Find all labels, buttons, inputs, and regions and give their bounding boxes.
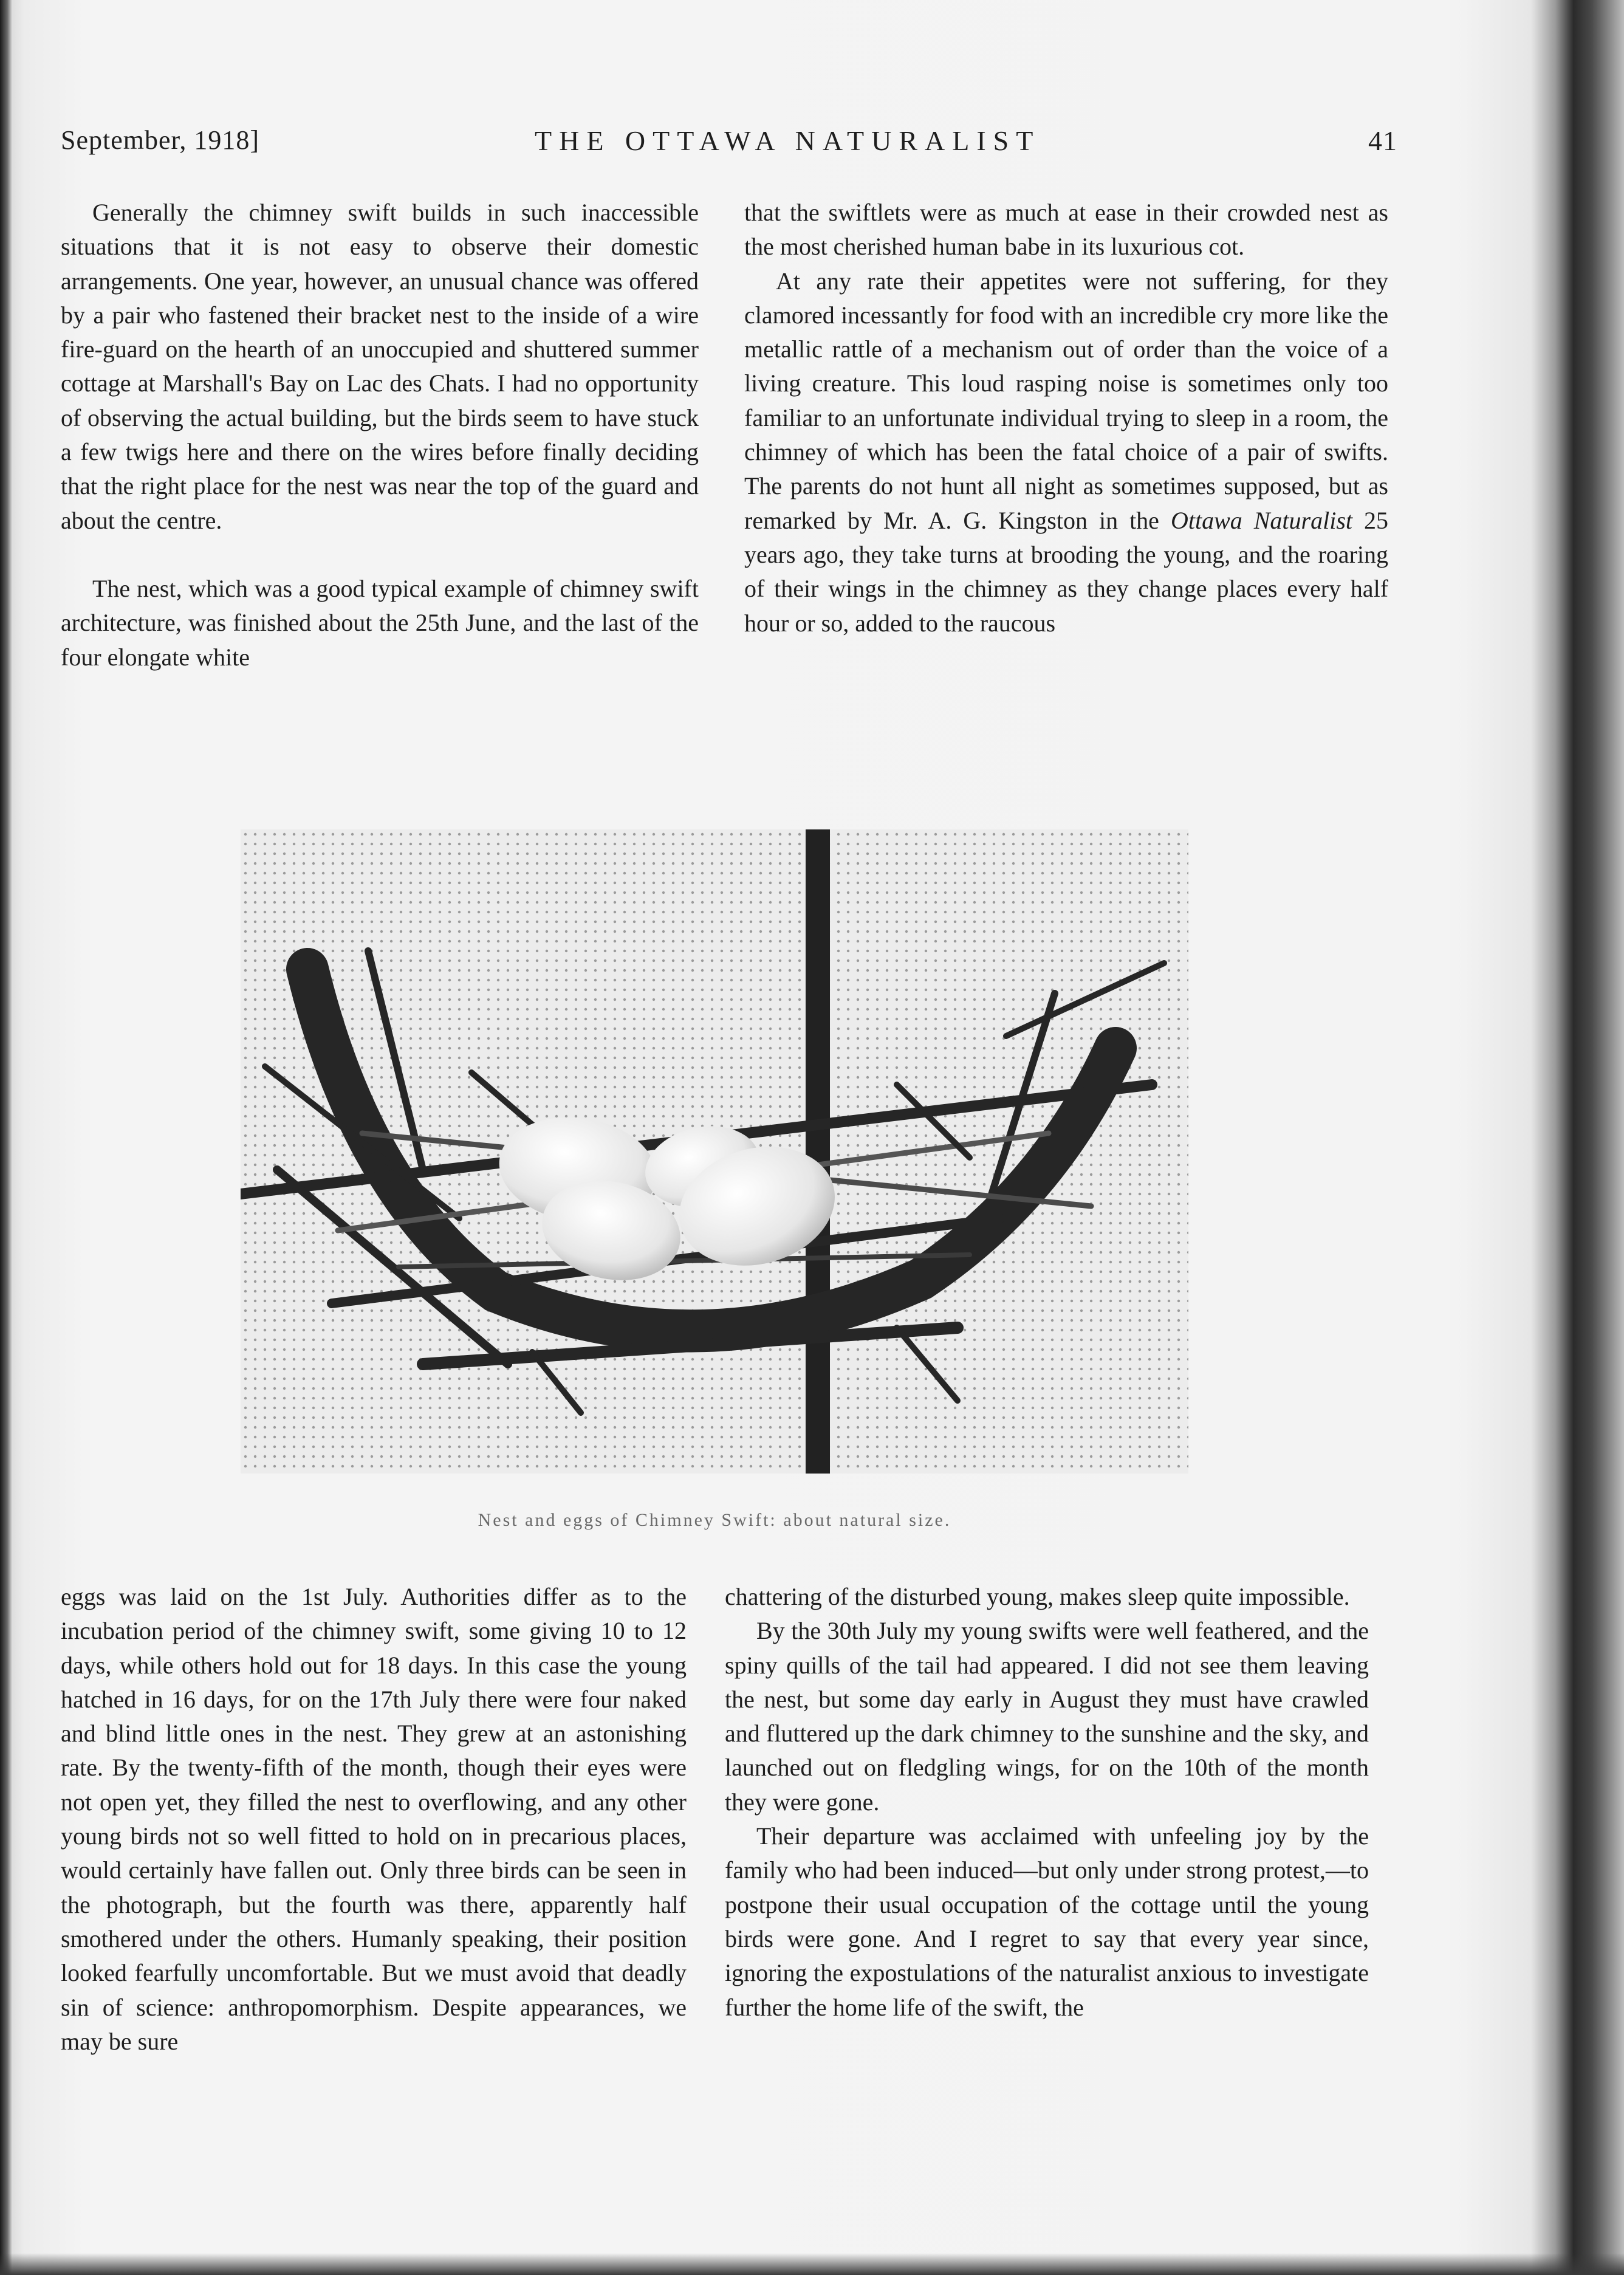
figure-caption: Nest and eggs of Chimney Swift: about natural size. <box>478 1510 951 1530</box>
paragraph: The nest, which was a good typical example of chimney swift architecture, was finished about the 25th June, and the last of the four elongate white <box>61 574 699 671</box>
header-date: September, 1918] <box>61 125 260 155</box>
paragraph: Generally the chimney swift builds in such inaccessible situations that it is not easy to observe their domestic arrangements. One year, however, an unusual chance was offered by a pair who fastened their bracket nest to the inside of a wire fire-guard on the hearth of an unoccupied and shuttered summer cottage at Marshall's Bay on Lac des Chats. I had no opportunity of observing the actual building, but the birds seem to have stuck a few twigs here and there on the wires before finally deciding that the right place for the nest was near the top of the guard and about the centre. <box>61 199 699 534</box>
journal-name-italic: Ottawa Naturalist <box>1170 506 1353 534</box>
column-bottom-right <box>725 1580 1369 2025</box>
paragraph: chattering of the disturbed young, makes sleep quite impossible. <box>725 1583 1350 1610</box>
paragraph-text: 25 years ago, they take turns at brooding the young, and the roaring of their wings in the chimney as they change places every half hour or so, added to the raucous <box>744 506 1389 637</box>
column-bottom-left <box>61 1580 687 2059</box>
paragraph: By the 30th July my young swifts were well feathered, and the spiny quills of the tail had appeared. I did not see them leaving the nest, but some day early in August they must have crawled and fluttered up the dark chimney to the sunshine and the sky, and launched out on fledgling wings, for on the 10th of the month they were gone. <box>725 1617 1369 1816</box>
paragraph-text: At any rate their appetites were not suffering, for they clamored incessantly for food with an incredible cry more like the metallic rattle of a mechanism out of order than the voice of a living creature. This loud rasping noise is sometimes only too familiar to an unfortunate individual trying to sleep in a room, the chimney of which has been the fatal choice of a pair of swifts. The parents do not hunt all night as sometimes supposed, but as remarked by Mr. A. G. Kingston in the <box>744 267 1388 534</box>
paragraph: eggs was laid on the 1st July. Authorities differ as to the incubation period of the chimney swift, some giving 10 to 12 days, while others hold out for 18 days. In this case the young hatched in 16 days, for on the 17th July there were four naked and blind little ones in the nest. They grew at an astonishing rate. By the twenty-fifth of the month, though their eyes were not open yet, they filled the nest to overflowing, and any other young birds not so well fitted to hold on in precarious places, would certainly have fallen out. Only three birds can be seen in the photograph, but the fourth was there, apparently half smothered under the others. Humanly speaking, their position looked fearfully uncomfortable. But we must avoid that deadly sin of science: anthropomorphism. Despite appearances, we may be sure <box>61 1583 687 2055</box>
paragraph <box>744 264 1388 640</box>
paragraph: that the swiftlets were as much at ease in their crowded nest as the most cherished human babe in its luxurious cot. <box>744 199 1388 261</box>
scan-edge <box>0 2253 1624 2275</box>
binding-shadow <box>0 0 12 2275</box>
page-number: 41 <box>1368 125 1397 156</box>
nest-photograph <box>241 829 1188 1474</box>
paragraph: Their departure was acclaimed with unfeeling joy by the family who had been induced—but only under strong protest,—to postpone their usual occupation of the cottage until the young birds were gone. And I regret to say that every year since, ignoring the expostulations of the naturalist anxious to investigate further the home life of the swift, the <box>725 1822 1369 2021</box>
column-top-right <box>744 196 1388 640</box>
running-header <box>61 125 1397 167</box>
column-top-left <box>61 196 699 674</box>
journal-title: THE OTTAWA NATURALIST <box>535 125 1041 156</box>
fire-guard-rod <box>806 829 830 1474</box>
nest-illustration <box>241 829 1188 1474</box>
